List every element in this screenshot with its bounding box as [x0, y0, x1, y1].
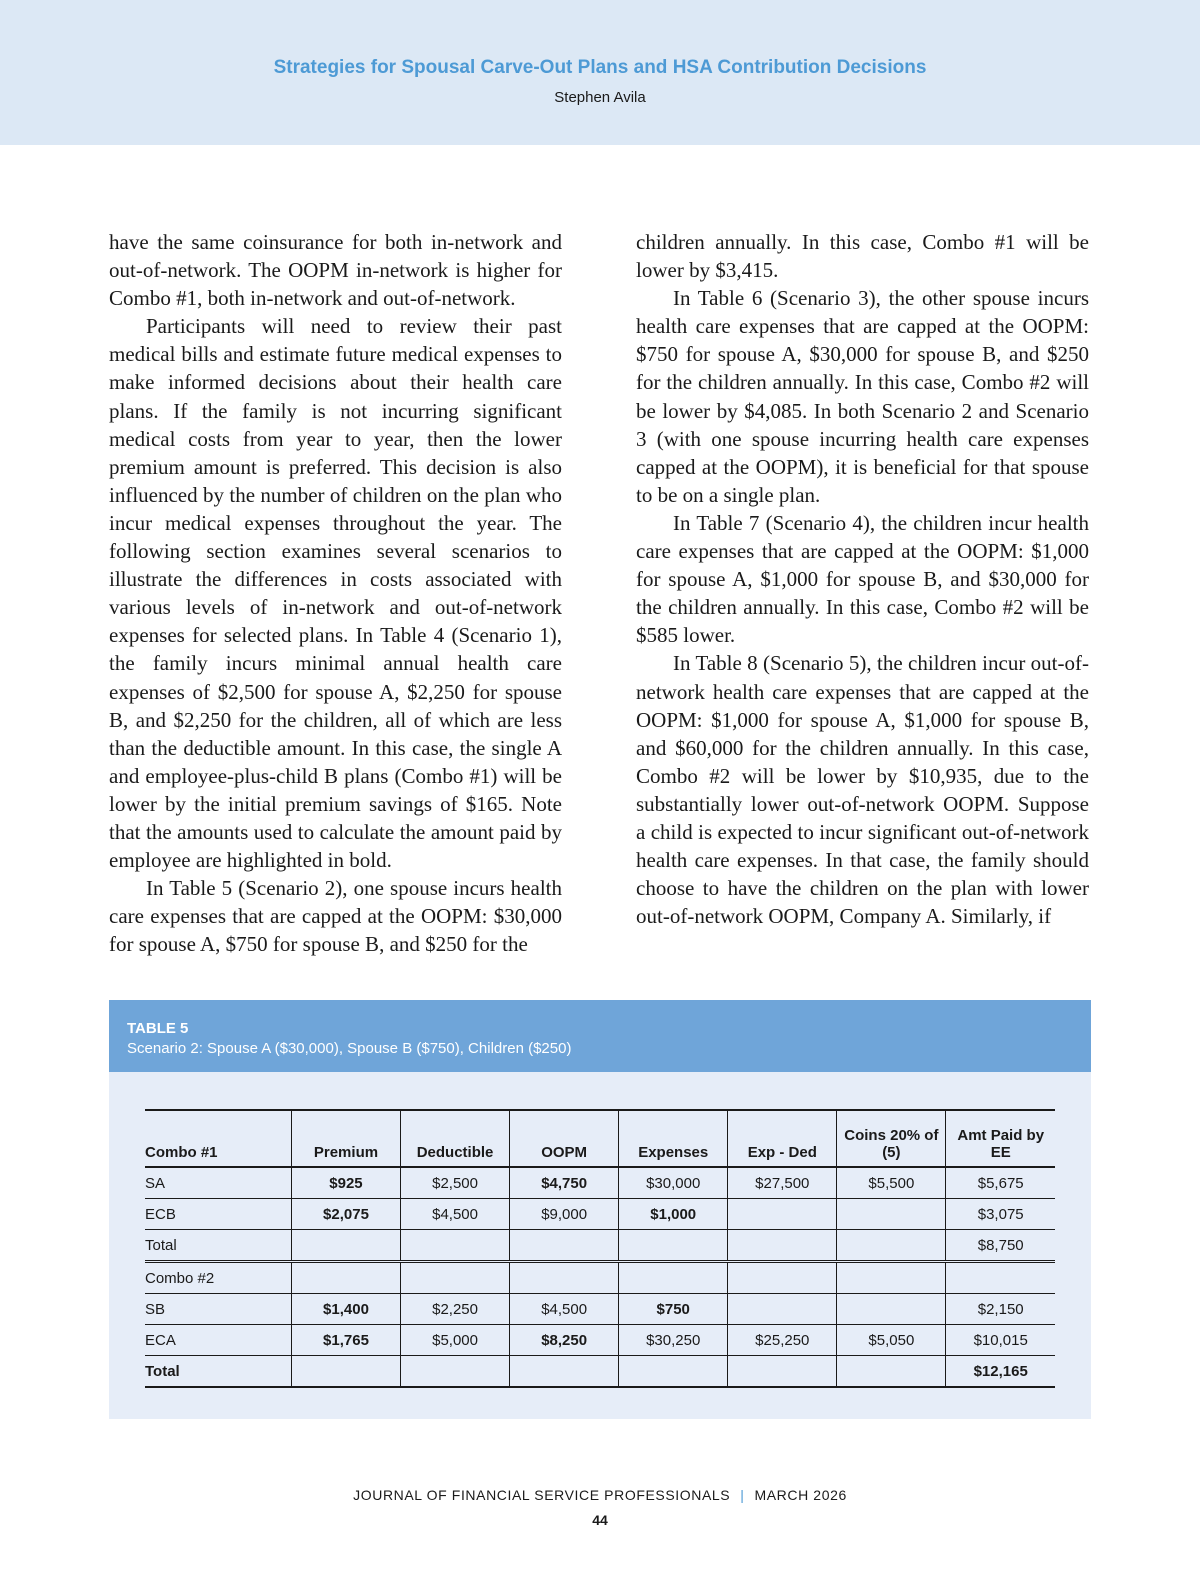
table-row	[145, 1167, 1055, 1199]
table-row	[145, 1199, 1055, 1230]
cell: $30,000	[619, 1167, 728, 1199]
footer-separator: |	[740, 1487, 745, 1503]
cell	[728, 1294, 837, 1325]
cell: $5,500	[837, 1167, 946, 1199]
cell	[510, 1262, 619, 1294]
cell: $10,015	[946, 1325, 1055, 1356]
article-title: Strategies for Spousal Carve-Out Plans and HSA Contribution Decisions	[273, 57, 927, 78]
cell: $5,050	[837, 1325, 946, 1356]
cell: $8,250	[510, 1325, 619, 1356]
right-column	[636, 228, 1089, 930]
cell	[401, 1262, 510, 1294]
cell: $2,150	[946, 1294, 1055, 1325]
cell	[728, 1230, 837, 1262]
page-header	[0, 0, 1200, 145]
cell: Total	[145, 1230, 291, 1262]
column-header: Combo #1	[145, 1110, 291, 1167]
paragraph: In Table 8 (Scenario 5), the children incur out-of-network health care expenses that are capped at the OOPM: $1,000 for spouse A, $1,000 for spouse B, and $60,000 for the children annually. In this case, Combo #2 will be lower by $10,935, due to the substantially lower out-of-network OOPM. Suppose a child is expected to incur significant out-of-network health care expenses. In that case, the family should choose to have the children on the plan with lower out-of-network OOPM, Company A. Similarly, if	[636, 651, 1089, 929]
page-number: 44	[592, 1512, 608, 1528]
page-footer	[0, 1487, 1200, 1503]
cell: $27,500	[728, 1167, 837, 1199]
cell	[728, 1199, 837, 1230]
column-header: OOPM	[510, 1110, 619, 1167]
cell: $4,750	[510, 1167, 619, 1199]
cell	[401, 1356, 510, 1388]
cell	[837, 1230, 946, 1262]
column-header: Premium	[291, 1110, 400, 1167]
column-header: Exp - Ded	[728, 1110, 837, 1167]
cell: $2,075	[291, 1199, 400, 1230]
paragraph: In Table 6 (Scenario 3), the other spouse incurs health care expenses that are capped at the OOPM: $750 for spouse A, $30,000 for spouse B, and $250 for the children annually. In this case, Combo #2 will be lower by $4,085. In both Scenario 2 and Scenario 3 (with one spouse incurring health care expenses capped at the OOPM), it is beneficial for that spouse to be on a single plan.	[636, 286, 1089, 507]
cell: Total	[145, 1356, 291, 1388]
table-row	[145, 1325, 1055, 1356]
cell: SB	[145, 1294, 291, 1325]
cell	[619, 1356, 728, 1388]
cell: $925	[291, 1167, 400, 1199]
cell	[291, 1356, 400, 1388]
cell	[619, 1262, 728, 1294]
cell: $4,500	[401, 1199, 510, 1230]
column-header: Expenses	[619, 1110, 728, 1167]
cell: $2,250	[401, 1294, 510, 1325]
cell: $5,675	[946, 1167, 1055, 1199]
table-caption: Scenario 2: Spouse A ($30,000), Spouse B ($750), Children ($250)	[127, 1040, 572, 1057]
cell	[510, 1356, 619, 1388]
column-header: Coins 20% of (5)	[837, 1110, 946, 1167]
cell	[728, 1356, 837, 1388]
cell: $1,000	[619, 1199, 728, 1230]
cell: $9,000	[510, 1199, 619, 1230]
cell: ECB	[145, 1199, 291, 1230]
cell: $1,765	[291, 1325, 400, 1356]
cell: $12,165	[946, 1356, 1055, 1388]
left-column	[109, 228, 562, 958]
cell: $5,000	[401, 1325, 510, 1356]
cell	[401, 1230, 510, 1262]
cell	[291, 1230, 400, 1262]
cell	[837, 1262, 946, 1294]
column-header: Amt Paid by EE	[946, 1110, 1055, 1167]
paragraph: have the same coinsurance for both in-network and out-of-network. The OOPM in-network is higher for Combo #1, both in-network and out-of-network.	[109, 230, 562, 311]
cell	[837, 1199, 946, 1230]
table-header-band	[109, 1000, 1091, 1072]
table-5-panel	[109, 1000, 1091, 1419]
cell: SA	[145, 1167, 291, 1199]
table-row	[145, 1356, 1055, 1388]
cell	[837, 1294, 946, 1325]
table-row	[145, 1262, 1055, 1294]
table-header-row	[145, 1110, 1055, 1167]
cell: $2,500	[401, 1167, 510, 1199]
article-author: Stephen Avila	[554, 89, 646, 106]
paragraph: In Table 5 (Scenario 2), one spouse incurs health care expenses that are capped at the OOPM: $30,000 for spouse A, $750 for spouse B, and $250 for the	[109, 876, 562, 957]
cell: $4,500	[510, 1294, 619, 1325]
cell	[728, 1262, 837, 1294]
scenario-table	[145, 1109, 1055, 1388]
cell	[837, 1356, 946, 1388]
cell: $25,250	[728, 1325, 837, 1356]
issue-date: MARCH 2026	[754, 1487, 847, 1503]
paragraph: In Table 7 (Scenario 4), the children incur health care expenses that are capped at the OOPM: $1,000 for spouse A, $1,000 for spouse B, and $30,000 for the children annually. In this case, Combo #2 will be $585 lower.	[636, 510, 1089, 648]
paragraph: children annually. In this case, Combo #1 will be lower by $3,415.	[636, 230, 1089, 283]
cell	[619, 1230, 728, 1262]
cell: Combo #2	[145, 1262, 291, 1294]
cell	[946, 1262, 1055, 1294]
cell	[510, 1230, 619, 1262]
column-header: Deductible	[401, 1110, 510, 1167]
paragraph: Participants will need to review their past medical bills and estimate future medical expenses to make informed decisions about their health care plans. If the family is not incurring significant medical costs from year to year, then the lower premium amount is preferred. This decision is also influenced by the number of children on the plan who incur medical expenses throughout the year. The following section examines several scenarios to illustrate the differences in costs associated with various levels of in-network and out-of-network expenses for selected plans. In Table 4 (Scenario 1), the family incurs minimal annual health care expenses of $2,500 for spouse A, $2,250 for spouse B, and $2,250 for the children, all of which are less than the deductible amount. In this case, the single A and employee-plus-child B plans (Combo #1) will be lower by the initial premium savings of $165. Note that the amounts used to calculate the amount paid by employee are highlighted in bold.	[109, 314, 562, 873]
table-label: TABLE 5	[127, 1020, 189, 1037]
cell: $3,075	[946, 1199, 1055, 1230]
cell	[291, 1262, 400, 1294]
table-row	[145, 1294, 1055, 1325]
journal-name: JOURNAL OF FINANCIAL SERVICE PROFESSIONALS	[353, 1487, 731, 1503]
cell: $30,250	[619, 1325, 728, 1356]
cell: $750	[619, 1294, 728, 1325]
cell: $8,750	[946, 1230, 1055, 1262]
cell: $1,400	[291, 1294, 400, 1325]
table-row	[145, 1230, 1055, 1262]
cell: ECA	[145, 1325, 291, 1356]
